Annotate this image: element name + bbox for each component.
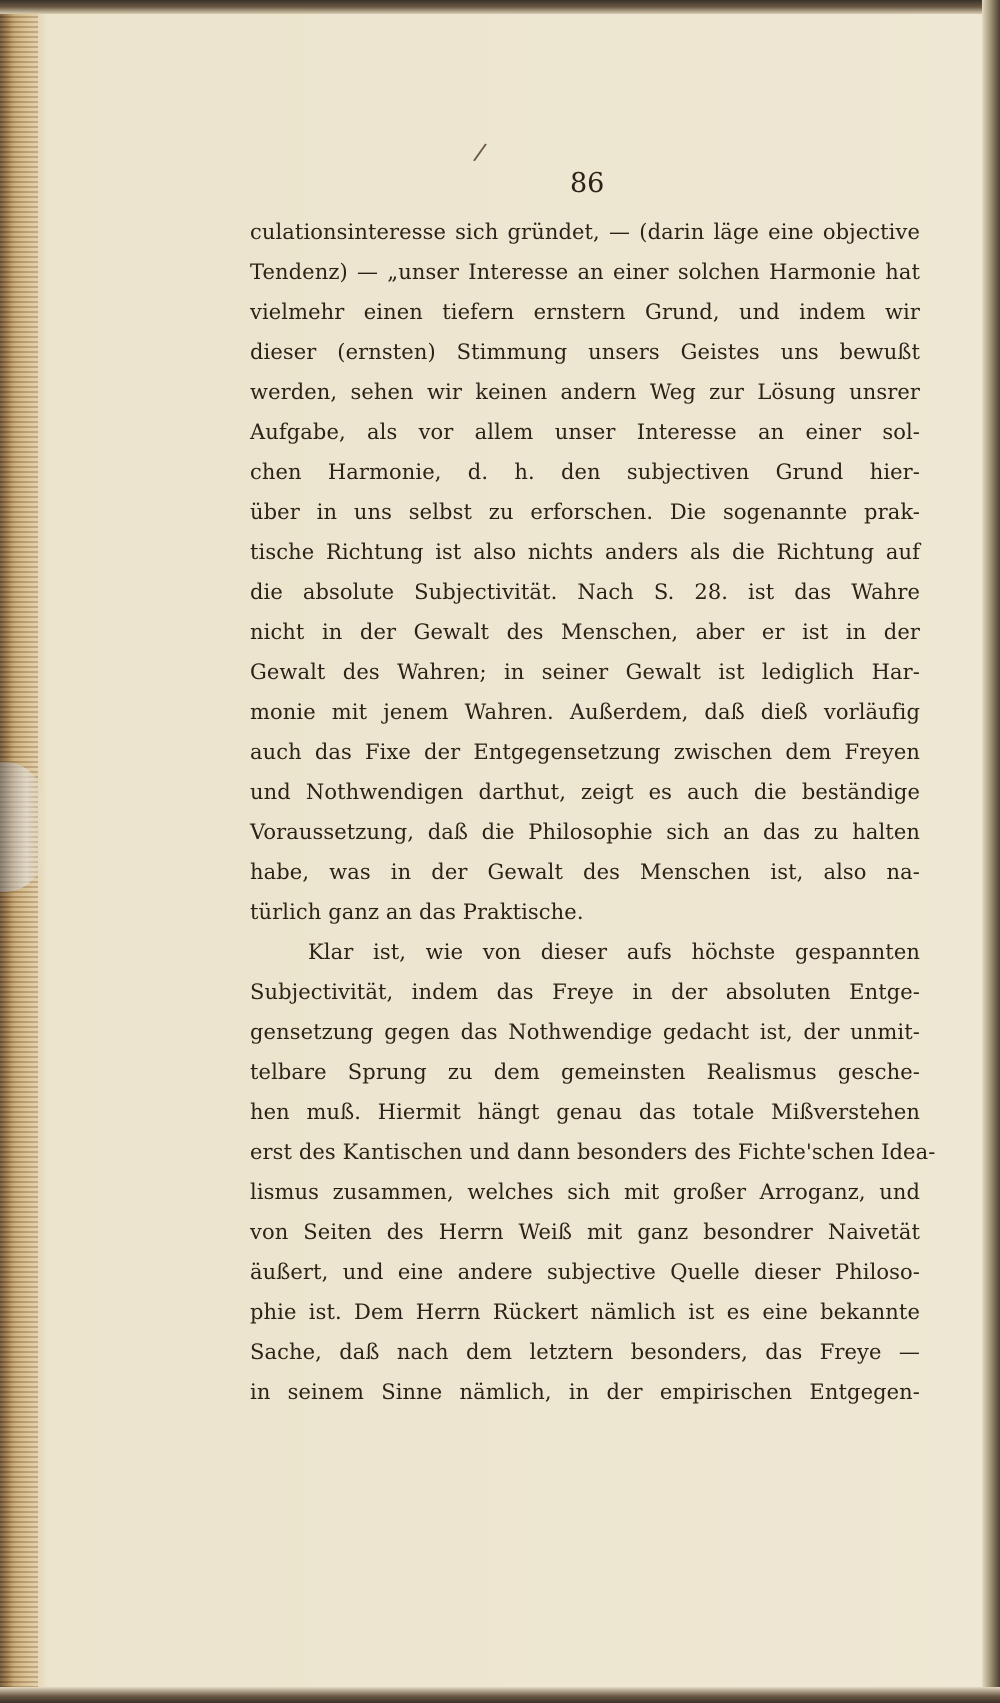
text-line: lismus zusammen, welches sich mit großer Arroganz, und [250,1180,920,1204]
text-line: erst des Kantischen und dann besonders des Fichte'schen Idea- [250,1140,936,1164]
text-line: vielmehr einen tiefern ernstern Grund, und indem wir [250,300,920,324]
text-line: und Nothwendigen darthut, zeigt es auch die beständige [250,780,920,804]
text-line-paragraph-start: Klar ist, wie von dieser aufs höchste gespannten [308,940,920,964]
text-line: dieser (ernsten) Stimmung unsers Geistes uns bewußt [250,340,920,364]
text-line: Gewalt des Wahren; in seiner Gewalt ist lediglich Har- [250,660,920,684]
body-text [250,212,936,1412]
text-line: türlich ganz an das Praktische. [250,900,584,924]
stray-pen-mark: / [471,137,489,167]
text-line: telbare Sprung zu dem gemeinsten Realismus gesche- [250,1060,920,1084]
page-clip-shadow [0,762,44,892]
text-line: äußert, und eine andere subjective Quelle dieser Philoso- [250,1260,920,1284]
text-line: monie mit jenem Wahren. Außerdem, daß dieß vorläufig [250,700,920,724]
text-line: Tendenz) — „unser Interesse an einer solchen Harmonie hat [250,260,920,284]
page-right-edge [982,0,1000,1703]
text-line: culationsinteresse sich gründet, — (darin läge eine objective [250,220,920,244]
text-line: Sache, daß nach dem letztern besonders, das Freye — [250,1340,920,1364]
text-line: in seinem Sinne nämlich, in der empirischen Entgegen- [250,1380,920,1404]
page-bottom-edge [0,1687,1000,1703]
text-line: tische Richtung ist also nichts anders als die Richtung auf [250,540,920,564]
text-line: werden, sehen wir keinen andern Weg zur Lösung unsrer [250,380,920,404]
text-line: von Seiten des Herrn Weiß mit ganz besondrer Naivetät [250,1220,920,1244]
text-line: phie ist. Dem Herrn Rückert nämlich ist es eine bekannte [250,1300,920,1324]
text-line: gensetzung gegen das Nothwendige gedacht ist, der unmit- [250,1020,920,1044]
text-line: Aufgabe, als vor allem unser Interesse an einer sol- [250,420,920,444]
text-line: hen muß. Hiermit hängt genau das totale Mißverstehen [250,1100,920,1124]
page-number: 86 [570,168,605,199]
text-line: nicht in der Gewalt des Menschen, aber er ist in der [250,620,920,644]
text-line: Voraussetzung, daß die Philosophie sich an das zu halten [250,820,920,844]
text-line: chen Harmonie, d. h. den subjectiven Grund hier- [250,460,920,484]
text-line: habe, was in der Gewalt des Menschen ist, also na- [250,860,920,884]
text-line: die absolute Subjectivität. Nach S. 28. ist das Wahre [250,580,920,604]
page-top-edge [0,0,1000,14]
text-line: Subjectivität, indem das Freye in der absoluten Entge- [250,980,920,1004]
text-line: über in uns selbst zu erforschen. Die sogenannte prak- [250,500,920,524]
text-line: auch das Fixe der Entgegensetzung zwischen dem Freyen [250,740,920,764]
